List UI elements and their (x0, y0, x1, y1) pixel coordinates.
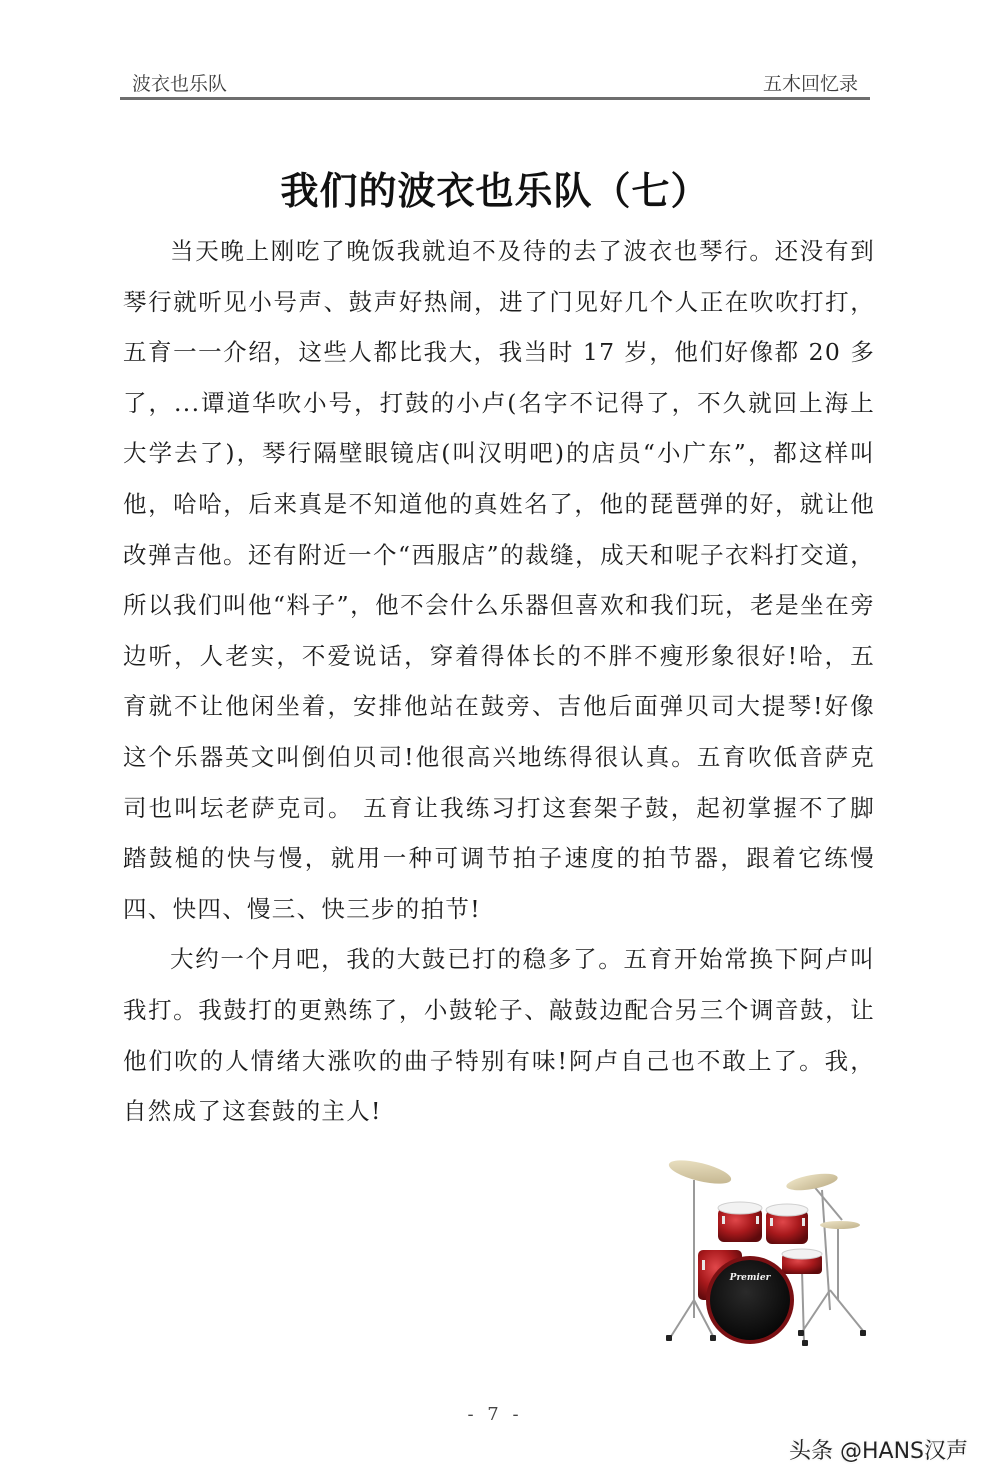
source-watermark: 头条 @HANS汉声 (788, 1439, 968, 1464)
header-book-title: 五木回忆录 (762, 73, 858, 95)
running-header (120, 66, 870, 96)
page-number: - 7 - (467, 1404, 523, 1425)
drum-kit-illustration (652, 1150, 876, 1350)
header-divider (120, 97, 870, 100)
drum-kit-icon (652, 1150, 876, 1350)
drum-brand-label: Premier (729, 1273, 771, 1283)
chapter-body (123, 226, 875, 1137)
header-book-section: 波衣也乐队 (132, 73, 228, 95)
paragraph-2: 大约一个月吧，我的大鼓已打的稳多了。五育开始常换下阿卢叫我打。我鼓打的更熟练了，小鼓轮子、敲鼓边配合另三个调音鼓，让他们吹的人情绪大涨吹的曲子特别有味!阿卢自己也不敢上了。我，自然成了这套鼓的主人! (123, 945, 875, 1126)
chapter-title: 我们的波衣也乐队（七） (280, 169, 710, 214)
paragraph-1: 当天晚上刚吃了晚饭我就迫不及待的去了波衣也琴行。还没有到琴行就听见小号声、鼓声好热闹，进了门见好几个人正在吹吹打打，五育一一介绍，这些人都比我大，我当时 17 岁，他们好像都 20 多了，...谭道华吹小号，打鼓的小卢(名字不记得了，不久就回上海上大学去了)，琴行隔壁眼镜店(叫汉明吧)的店员“小广东”，都这样叫他，哈哈，后来真是不知道他的真姓名了，他的琵琶弹的好，就让他改弹吉他。还有附近一个“西服店”的裁缝，成天和呢子衣料打交道，所以我们叫他“料子”，他不会什么乐器但喜欢和我们玩，老是坐在旁边听，人老实，不爱说话，穿着得体长的不胖不瘦形象很好!哈，五育就不让他闲坐着，安排他站在鼓旁、吉他后面弹贝司大提琴!好像这个乐器英文叫倒伯贝司!他很高兴地练得很认真。五育吹低音萨克司也叫坛老萨克司。 五育让我练习打这套架子鼓，起初掌握不了脚踏鼓槌的快与慢，就用一种可调节拍子速度的拍节器，跟着它练慢四、快四、慢三、快三步的拍节! (123, 237, 875, 923)
